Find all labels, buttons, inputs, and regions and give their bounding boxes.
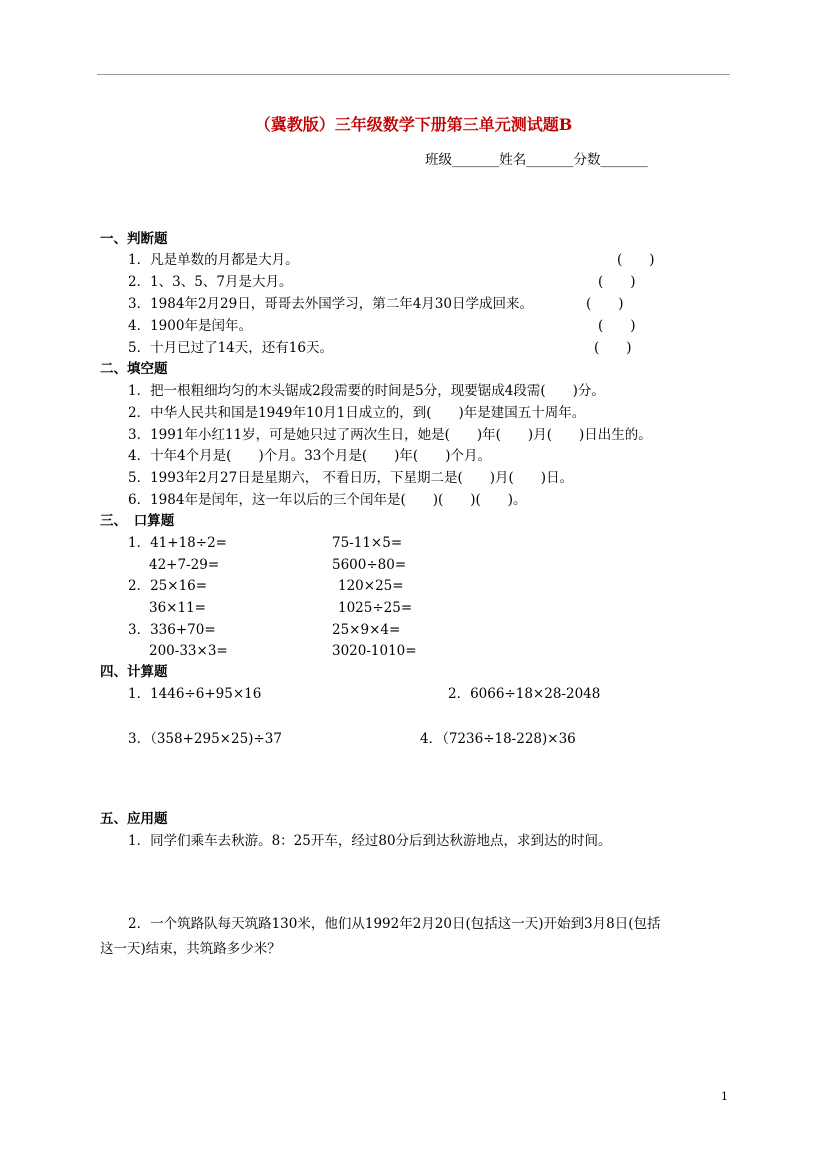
mental-math-item: 3020-1010= [332, 643, 417, 659]
mental-math-item: 36×11= [149, 600, 206, 616]
judgement-item: 3．1984年2月29日，哥哥去外国学习，第二年4月30日学成回来。 [128, 296, 533, 312]
judgement-item: 2．1、3、5、7月是大月。 [128, 274, 293, 290]
mental-math-item: 120×25= [338, 578, 404, 594]
page-number: 1 [721, 1090, 728, 1103]
mental-math-item: 200-33×3= [149, 643, 228, 659]
application-question-2: 2．一个筑路队每天筑路130米，他们从1992年2月20日(包括这一天)开始到3月8日(包括 [128, 916, 661, 932]
fill-blank-item: 1．把一根粗细均匀的木头锯成2段需要的时间是5分，现要锯成4段需( )分。 [128, 383, 605, 399]
answer-bracket: ( ) [598, 274, 636, 290]
fill-blank-item: 2．中华人民共和国是1949年10月1日成立的，到( )年是建国五十周年。 [128, 405, 586, 421]
calculation-item: 1．1446÷6+95×16 [128, 686, 262, 702]
application-question-1: 1．同学们乘车去秋游。8：25开车，经过80分后到达秋游地点，求到达的时间。 [128, 833, 612, 849]
answer-bracket: ( ) [586, 296, 624, 312]
answer-bracket: ( ) [594, 340, 632, 356]
fill-blank-item: 3．1991年小红11岁，可是她只过了两次生日，她是( )年( )月( )日出生的。 [128, 427, 652, 443]
judgement-item: 5．十月已过了14天，还有16天。 [128, 340, 333, 356]
fill-blank-item: 6．1984年是闰年，这一年以后的三个闰年是( )( )( )。 [128, 492, 527, 508]
mental-math-item: 3．336+70= [128, 622, 216, 638]
section-heading-fill-blank: 二、填空题 [100, 361, 168, 377]
fill-blank-item: 5．1993年2月27日是星期六， 不看日历，下星期二是( )月( )日。 [128, 470, 574, 486]
calculation-item: 2．6066÷18×28-2048 [448, 686, 601, 702]
mental-math-item: 5600÷80= [332, 557, 407, 573]
mental-math-item: 42+7-29= [149, 557, 220, 573]
mental-math-item: 75-11×5= [332, 535, 403, 551]
section-heading-mental-math: 三、 口算题 [100, 513, 175, 529]
section-heading-judgement: 一、判断题 [100, 231, 168, 247]
mental-math-item: 1．41+18÷2= [128, 535, 227, 551]
section-heading-application: 五、应用题 [100, 811, 168, 827]
application-question-2-continued: 这一天)结束，共筑路多少米？ [100, 941, 281, 957]
mental-math-item: 2．25×16= [128, 578, 208, 594]
page-title: （冀教版）三年级数学下册第三单元测试题B [254, 115, 573, 134]
mental-math-item: 1025÷25= [338, 600, 413, 616]
header-rule [97, 74, 730, 75]
judgement-item: 1．凡是单数的月都是大月。 [128, 252, 299, 268]
fill-blank-item: 4．十年4个月是( )个月。33个月是( )年( )个月。 [128, 448, 491, 464]
judgement-item: 4．1900年是闰年。 [128, 318, 252, 334]
answer-bracket: ( ) [617, 252, 655, 268]
student-info-line: 班级_______姓名_______分数_______ [425, 152, 648, 168]
calculation-item: 3．（358+295×25)÷37 [128, 731, 282, 747]
answer-bracket: ( ) [598, 318, 636, 334]
section-heading-calculation: 四、计算题 [100, 664, 168, 680]
mental-math-item: 25×9×4= [332, 622, 401, 638]
calculation-item: 4．（7236÷18-228)×36 [420, 731, 576, 747]
